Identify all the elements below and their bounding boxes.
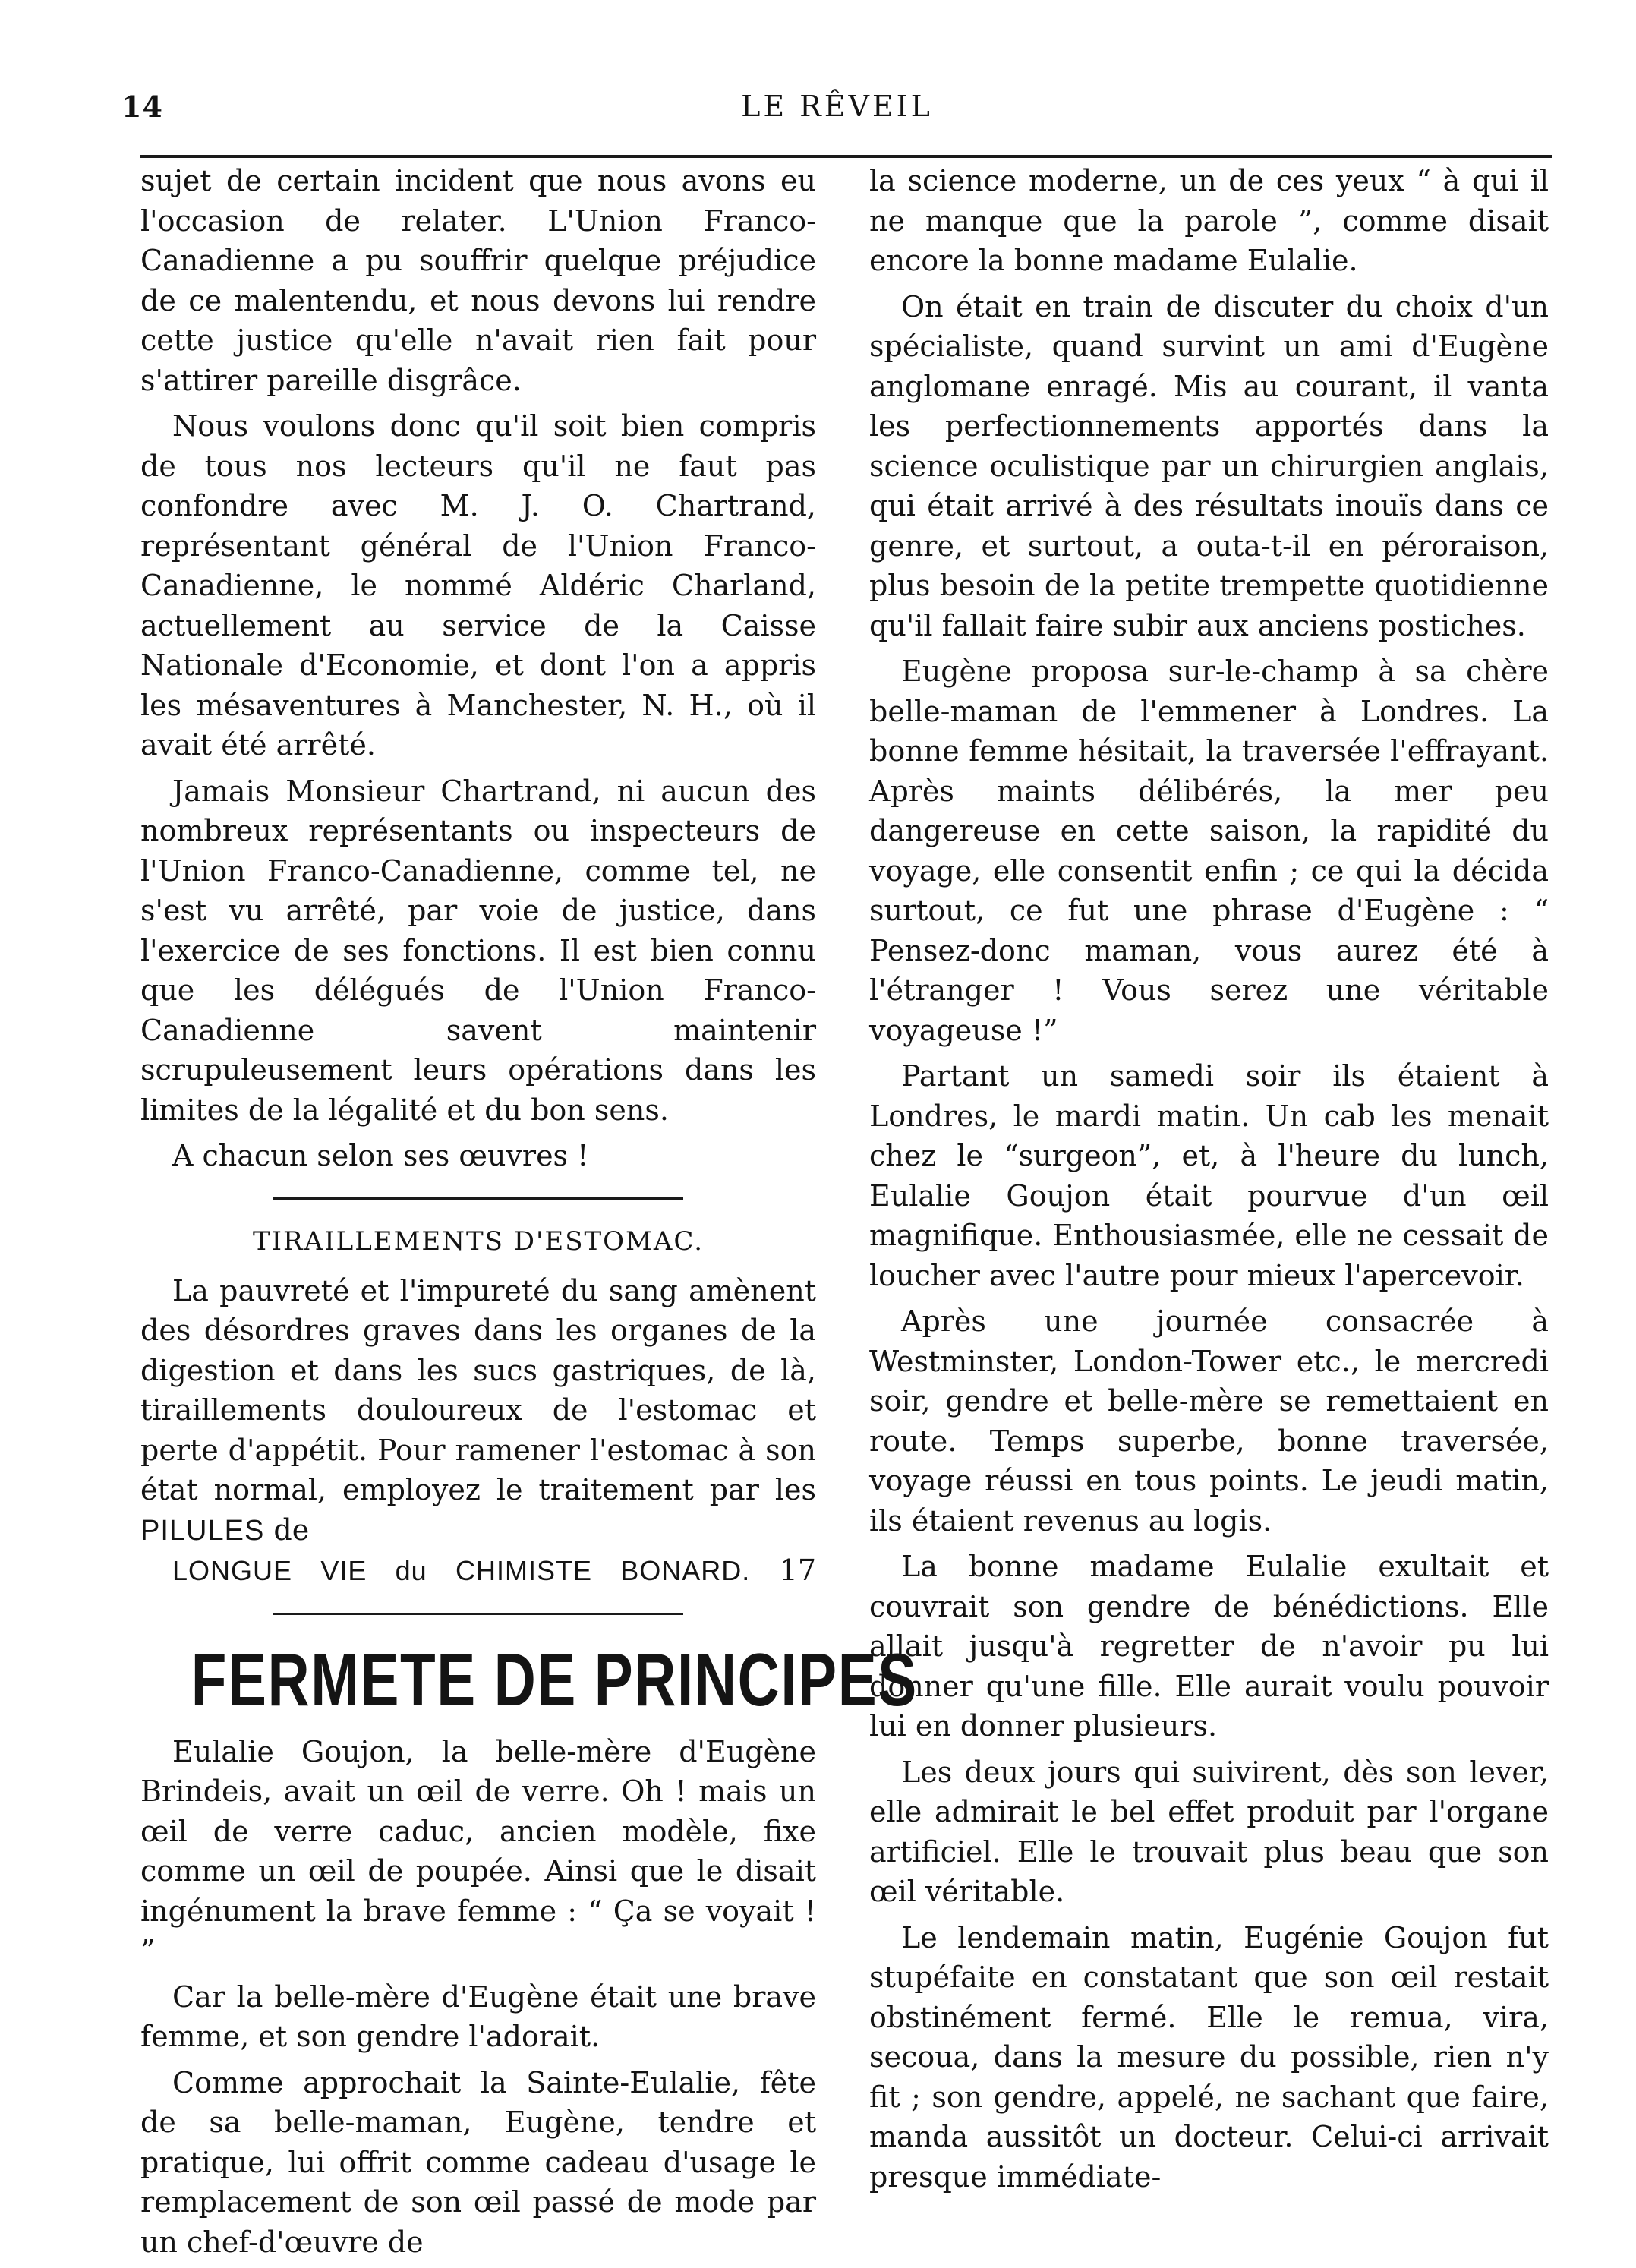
left-column <box>140 161 918 2268</box>
story-paragraph: On était en train de discuter du choix d'un spécialiste, quand survint un ami d'Eugène anglomane enragé. Mis au courant, il vanta les perfectionnements apportés dans la science oculistique par un chirurgien anglais, qui était arrivé à des résultats inouïs dans ce genre, et surtout, a outa-t-il en péroraison, plus besoin de la petite trempette quotidienne qu'il fallait faire subir aux anciens postiches. <box>869 289 1549 642</box>
story-paragraph: la science moderne, un de ces yeux “ à qui il ne manque que la parole ”, comme disait encore la bonne madame Eulalie. <box>869 164 1549 277</box>
story-paragraph: Partant un samedi soir ils étaient à Londres, le mardi matin. Un cab les menait chez le “surgeon”, et, à l'heure du lunch, Eulalie Goujon était pourvue d'un œil magnifique. Enthousiasmée, elle ne cessait de loucher avec l'autre pour mieux l'apercevoir. <box>869 1059 1549 1292</box>
story-paragraph: Après une journée consacrée à Westminster, London-Tower etc., le mercredi soir, gendre et belle-mère se remettaient en route. Temps superbe, bonne traversée, voyage réussi en tous points. Le jeudi matin, ils étaient revenus au logis. <box>869 1304 1549 1538</box>
ad-paragraph <box>140 1271 816 1591</box>
article-paragraph: A chacun selon ses œuvres ! <box>172 1139 589 1172</box>
story-paragraph: Le lendemain matin, Eugénie Goujon fut stupéfaite en constatant que son œil restait obstinément fermé. Elle le remua, vira, secoua, dans la mesure du possible, rien n'y fit ; son gendre, appelé, ne sachant que faire, manda aussitôt un docteur. Celui-ci arrivait presque immédiate- <box>869 1920 1549 2194</box>
ad-text: La pauvreté et l'impureté du sang amènent des désordres graves dans les organes de la digestion et dans les sucs gastriques, de là, tiraillements douloureux de l'estomac et perte d'appétit. Pour ramener l'estomac à son état normal, employez le traitement par les <box>140 1273 816 1506</box>
right-column <box>869 161 1549 2203</box>
article-paragraph: Nous voulons donc qu'il soit bien compris de tous nos lecteurs qu'il ne faut pas confondre avec M. J. O. Chartrand, représentant général de l'Union Franco-Canadienne, le nommé Aldéric Charland, actuellement au service de la Caisse Nationale d'Economie, et dont l'on a appris les mésaventures à Manchester, N. H., où il avait été arrêté. <box>140 409 816 762</box>
header-rule <box>140 155 1552 158</box>
story-paragraph: Car la belle-mère d'Eugène était une brave femme, et son gendre l'adorait. <box>140 1979 816 2053</box>
page-header <box>121 90 1552 135</box>
page-number: 14 <box>121 90 163 124</box>
story-paragraph: Comme approchait la Sainte-Eulalie, fête de sa belle-maman, Eugène, tendre et pratique, lui offrit comme cadeau d'usage le remplacement de son œil passé de mode par un chef-d'œuvre de <box>140 2065 816 2259</box>
running-head: LE RÊVEIL <box>741 90 933 123</box>
story-paragraph: Eugène proposa sur-le-champ à sa chère belle-maman de l'emmener à Londres. La bonne femme hésitait, la traversée l'effrayant. Après maints délibérés, la mer peu dangereuse en cette saison, la rapidité du voyage, elle consentit enfin ; ce qui la décida surtout, ce fut une phrase d'Eugène : “ Pensez-donc maman, vous aurez été à l'étranger ! Vous serez une véritable voyageuse !” <box>869 655 1549 1047</box>
article-paragraph: sujet de certain incident que nous avons eu l'occasion de relater. L'Union Franco-Canadienne a pu souffrir quelque préjudice de ce malentendu, et nous devons lui rendre cette justice qu'elle n'avait rien fait pour s'attirer pareille disgrâce. <box>140 164 816 397</box>
story-paragraph: Les deux jours qui suivirent, dès son lever, elle admirait le bel effet produit par l'organe artificiel. Elle le trouvait plus beau que son œil véritable. <box>869 1755 1549 1908</box>
ad-number: 17 <box>779 1554 816 1587</box>
ad-heading: TIRAILLEMENTS D'ESTOMAC. <box>252 1225 705 1257</box>
ad-closing-line <box>140 1550 816 1591</box>
section-divider <box>273 1613 683 1615</box>
story-paragraph: La bonne madame Eulalie exultait et couvrait son gendre de bénédictions. Elle allait jusqu'à regretter de n'avoir pu lui donner qu'une fille. Elle aurait voulu pouvoir lui en donner plusieurs. <box>869 1550 1549 1743</box>
section-divider <box>273 1197 683 1200</box>
story-paragraph: Eulalie Goujon, la belle-mère d'Eugène Brindeis, avait un œil de verre. Oh ! mais un œil de verre caduc, ancien modèle, fixe comme un œil de poupée. Ainsi que le disait ingénument la brave femme : “ Ça se voyait ! ” <box>140 1734 816 1967</box>
story-title: FERMETE DE PRINCIPES <box>191 1637 918 1721</box>
ad-product-2: LONGUE VIE du CHIMISTE BONARD. <box>172 1555 751 1586</box>
article-paragraph: Jamais Monsieur Chartrand, ni aucun des nombreux représentants ou inspecteurs de l'Union Franco-Canadienne, comme tel, ne s'est vu arrêté, par voie de justice, dans l'exercice de ses fonctions. Il est bien connu que les délégués de l'Union Franco-Canadienne savent maintenir scrupuleusement leurs opérations dans les limites de la légalité et du bon sens. <box>140 774 816 1127</box>
ad-product-1: PILULES <box>140 1514 265 1547</box>
ad-word-de: de <box>273 1513 310 1547</box>
